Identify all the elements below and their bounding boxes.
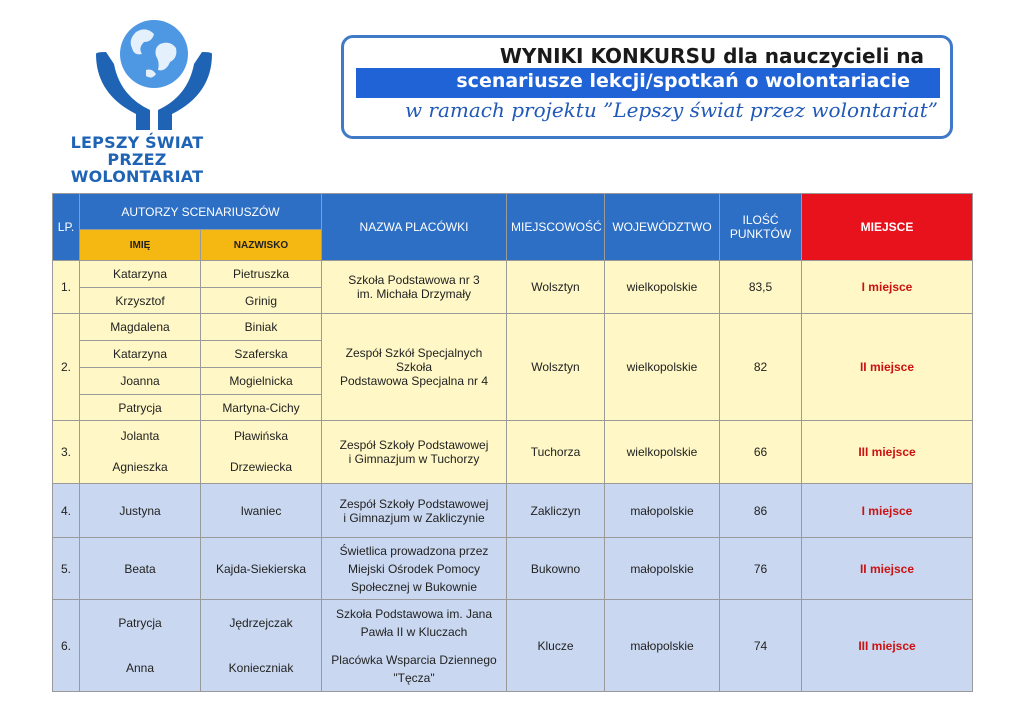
institution-line: i Gimnazjum w Zakliczynie [343,510,485,525]
logo-line-2: PRZEZ WOLONTARIAT [70,150,204,186]
header-last-name: NAZWISKO [201,230,322,261]
author-first-name: Anna [80,646,201,692]
author-first-name: Justyna [80,484,201,538]
author-first-name: Krzysztof [80,288,201,314]
table-row [53,421,973,452]
author-first-name: Beata [80,538,201,600]
institution-line: im. Michała Drzymały [356,287,471,301]
place-cell: I miejsce [802,484,973,538]
row-lp: 4. [53,484,80,538]
voivodeship-cell: małopolskie [605,600,720,692]
author-last-name: Martyna-Cichy [201,395,322,421]
city-cell: Klucze [507,600,605,692]
author-first-name: Katarzyna [80,261,201,288]
logo-text [56,134,218,185]
points-cell: 74 [720,600,802,692]
voivodeship-cell: wielkopolskie [605,421,720,484]
points-cell: 66 [720,421,802,484]
header-authors: AUTORZY SCENARIUSZÓW [80,194,322,230]
author-first-name: Jolanta [80,421,201,452]
author-first-name: Katarzyna [80,341,201,368]
title-box [341,35,953,139]
table-row [53,484,973,538]
table-row [53,261,973,288]
row-lp: 2. [53,314,80,421]
author-last-name: Szaferska [201,341,322,368]
institution-cell [322,261,507,314]
author-first-name: Joanna [80,368,201,395]
row-lp: 3. [53,421,80,484]
globe-hands-icon [88,14,218,134]
author-first-name: Patrycja [80,600,201,646]
logo-line-1: LEPSZY ŚWIAT [70,133,204,152]
points-cell: 76 [720,538,802,600]
institution-line: Społecznej w Bukownie [350,579,478,594]
author-last-name: Kajda-Siekierska [201,538,322,600]
city-cell: Wolsztyn [507,314,605,421]
header-first-name: IMIĘ [80,230,201,261]
place-cell: II miejsce [802,314,973,421]
author-last-name: Mogielnicka [201,368,322,395]
institution-line: Świetlica prowadzona przez [339,543,489,558]
institution-line: Miejski Ośrodek Pomocy [347,561,481,576]
institution-line: Zespół Szkół Specjalnych Szkoła [345,346,483,374]
city-cell: Tuchorza [507,421,605,484]
author-last-name: Pietruszka [201,261,322,288]
author-last-name: Pławińska [201,421,322,452]
city-cell: Bukowno [507,538,605,600]
author-first-name: Magdalena [80,314,201,341]
voivodeship-cell: małopolskie [605,484,720,538]
institution-line: Szkoła Podstawowa im. Jana [335,606,493,621]
institution-line: i Gimnazjum w Tuchorzy [348,452,480,466]
voivodeship-cell: wielkopolskie [605,261,720,314]
author-last-name: Drzewiecka [201,452,322,484]
institution-line: Placówka Wsparcia Dziennego [331,652,497,667]
title-line-1: WYNIKI KONKURSU dla nauczycieli na [499,44,924,68]
results-table [52,193,973,692]
author-last-name: Iwaniec [201,484,322,538]
header-institution: NAZWA PLACÓWKI [322,194,507,261]
author-last-name: Jędrzejczak [201,600,322,646]
institution-line: Pawła II w Kluczach [360,624,468,639]
institution-line: Zespół Szkoły Podstawowej [339,496,489,511]
header-place: MIEJSCE [802,194,973,261]
header-points: ILOŚĆ PUNKTÓW [720,194,802,261]
institution-cell [322,421,507,484]
author-last-name: Konieczniak [201,646,322,692]
place-cell: II miejsce [802,538,973,600]
row-lp: 6. [53,600,80,692]
place-cell: III miejsce [802,600,973,692]
institution-cell [322,484,507,538]
points-cell: 82 [720,314,802,421]
author-last-name: Biniak [201,314,322,341]
institution-spacer [326,641,502,651]
table-row [53,538,973,600]
header-voivodeship: WOJEWÓDZTWO [605,194,720,261]
institution-cell [322,538,507,600]
author-last-name: Grinig [201,288,322,314]
row-lp: 1. [53,261,80,314]
row-lp: 5. [53,538,80,600]
institution-line: Zespół Szkoły Podstawowej [339,438,489,452]
title-line-3: w ramach projektu ”Lepszy świat przez wolontariat” [404,98,938,122]
city-cell: Zakliczyn [507,484,605,538]
header-city: MIEJSCOWOŚĆ [507,194,605,261]
place-cell: III miejsce [802,421,973,484]
institution-cell [322,314,507,421]
institution-line: Szkoła Podstawowa nr 3 [348,273,480,287]
voivodeship-cell: wielkopolskie [605,314,720,421]
title-line-2: scenariusze lekcji/spotkań o wolontariacie [456,70,910,92]
city-cell: Wolsztyn [507,261,605,314]
institution-line: "Tęcza" [393,670,435,685]
voivodeship-cell: małopolskie [605,538,720,600]
place-cell: I miejsce [802,261,973,314]
points-cell: 83,5 [720,261,802,314]
points-cell: 86 [720,484,802,538]
table-row [53,314,973,341]
table-row [53,600,973,646]
institution-line: Podstawowa Specjalna nr 4 [339,374,489,388]
author-first-name: Patrycja [80,395,201,421]
header-lp: LP. [53,194,80,261]
author-first-name: Agnieszka [80,452,201,484]
institution-cell [322,600,507,692]
